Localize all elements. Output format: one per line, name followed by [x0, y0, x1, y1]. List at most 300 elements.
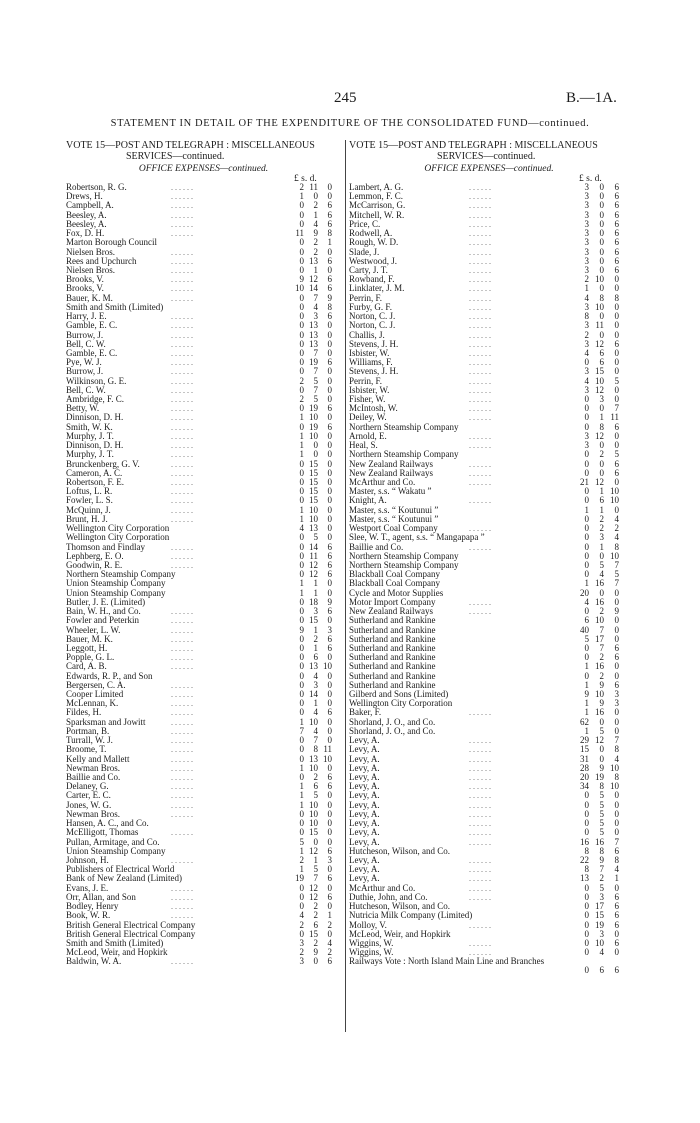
payee-name: Evans, J. E.	[66, 882, 109, 893]
pence-value: 6	[614, 642, 619, 653]
shillings-value: 10	[595, 689, 604, 700]
payee-name: Wiggins, W.	[349, 937, 394, 948]
pounds-value: 0	[299, 928, 304, 939]
document-reference: B.—1A.	[566, 90, 617, 106]
pence-value: 10	[610, 550, 619, 561]
pence-value: 6	[327, 956, 332, 967]
pence-value: 6	[327, 891, 332, 902]
payee-name: Fowler, L. S.	[66, 495, 113, 506]
leader-dots: . . . . . .	[469, 496, 491, 506]
page-number: 245	[334, 90, 357, 106]
leader-dots: . . . . . .	[171, 643, 193, 653]
payee-name: Marton Borough Council	[66, 237, 157, 248]
shillings-value: 16	[595, 596, 604, 607]
shillings-value: 5	[599, 808, 604, 819]
shillings-value: 2	[313, 937, 318, 948]
pence-value: 6	[614, 338, 619, 349]
pence-value: 11	[610, 412, 619, 423]
shillings-value: 2	[599, 873, 604, 884]
pounds-value: 1	[299, 504, 304, 515]
payee-name: Gilberd and Sons (Limited)	[349, 689, 449, 700]
shillings-value: 8	[599, 421, 604, 432]
pence-value: 0	[327, 329, 332, 340]
payee-name: Sutherland and Rankine	[349, 615, 436, 626]
shillings-value: 13	[309, 661, 318, 672]
leader-dots: . . . . . .	[469, 597, 491, 607]
payee-name: Burrow, J.	[66, 366, 104, 377]
pounds-value: 10	[295, 283, 304, 294]
pounds-value: 0	[299, 532, 304, 543]
leader-dots: . . . . . .	[469, 791, 491, 801]
leader-dots: . . . . . .	[171, 717, 193, 727]
pounds-value: 0	[299, 891, 304, 902]
shillings-value: 0	[599, 283, 604, 294]
shillings-value: 0	[599, 440, 604, 451]
pounds-value: 1	[584, 661, 589, 672]
pounds-value: 0	[584, 652, 589, 663]
pence-value: 5	[614, 569, 619, 580]
pounds-value: 3	[299, 937, 304, 948]
pence-value: 6	[327, 633, 332, 644]
shillings-value: 12	[309, 274, 318, 285]
shillings-value: 0	[313, 956, 318, 967]
pounds-value: 1	[299, 430, 304, 441]
leader-dots: . . . . . .	[171, 422, 193, 432]
leader-dots: . . . . . .	[171, 265, 193, 275]
pence-value: 0	[327, 486, 332, 497]
shillings-value: 0	[313, 440, 318, 451]
pence-value: 0	[614, 808, 619, 819]
pounds-value: 31	[580, 753, 589, 764]
pence-value: 6	[614, 209, 619, 220]
pence-value: 8	[614, 772, 619, 782]
payee-name: Duthie, John, and Co.	[349, 891, 428, 902]
pounds-value: 1	[299, 781, 304, 792]
shillings-value: 3	[313, 311, 318, 322]
leader-dots: . . . . . .	[171, 468, 193, 478]
pounds-value: 3	[584, 255, 589, 266]
pounds-value: 8	[584, 311, 589, 322]
leader-dots: . . . . . .	[469, 828, 491, 838]
shillings-value: 5	[313, 532, 318, 543]
leader-dots: . . . . . .	[469, 210, 491, 220]
shillings-value: 10	[595, 937, 604, 948]
payee-name: Dinnison, D. H.	[66, 412, 124, 423]
pence-value: 6	[327, 255, 332, 266]
shillings-value: 3	[313, 606, 318, 617]
shillings-value: 17	[595, 633, 604, 644]
pence-value: 7	[614, 559, 619, 570]
pounds-value: 0	[584, 357, 589, 368]
pence-value: 0	[614, 440, 619, 451]
pence-value: 0	[327, 523, 332, 534]
pounds-value: 3	[584, 191, 589, 202]
pence-value: 0	[327, 679, 332, 690]
payee-name: Beesley, A.	[66, 209, 107, 220]
shillings-value: 2	[313, 237, 318, 248]
payee-name: Wellington City Corporation	[66, 523, 170, 534]
pence-value: 0	[327, 615, 332, 626]
payee-name: Mitchell, W. R.	[349, 209, 405, 220]
pounds-value: 1	[299, 440, 304, 451]
right-vote-line1: VOTE 15—POST AND TELEGRAPH : MISCELLANEOUS	[349, 140, 598, 151]
pence-value: 6	[614, 919, 619, 930]
payee-name: New Zealand Railways	[349, 458, 433, 469]
payee-name: Brooks, V.	[66, 274, 104, 285]
payee-name: Levy, A.	[349, 790, 380, 801]
shillings-value: 1	[313, 642, 318, 653]
payee-name: Sutherland and Rankine	[349, 679, 436, 690]
pence-value: 0	[327, 246, 332, 257]
pounds-value: 4	[584, 292, 589, 303]
leader-dots: . . . . . .	[171, 229, 193, 239]
leader-dots: . . . . . .	[171, 487, 193, 497]
pounds-value: 0	[299, 753, 304, 764]
shillings-value: 1	[313, 587, 318, 598]
payee-name: Levy, A.	[349, 799, 380, 810]
pence-value: 0	[327, 458, 332, 469]
pence-value: 0	[327, 264, 332, 275]
leader-dots: . . . . . .	[171, 450, 193, 460]
pounds-value: 3	[584, 430, 589, 441]
shillings-value: 1	[313, 209, 318, 220]
shillings-value: 0	[599, 228, 604, 239]
payee-name: McCarrison, G.	[349, 200, 406, 211]
pounds-value: 0	[584, 947, 589, 958]
pence-value: 10	[323, 753, 332, 764]
pounds-value: 9	[584, 689, 589, 700]
leader-dots: . . . . . .	[469, 607, 491, 617]
payee-name: Smith and Smith (Limited)	[66, 301, 164, 312]
payee-name: British General Electrical Company	[66, 919, 196, 930]
pence-value: 0	[327, 698, 332, 709]
pence-value: 6	[327, 606, 332, 617]
pence-value: 8	[614, 541, 619, 552]
pence-value: 2	[327, 919, 332, 930]
pence-value: 0	[614, 587, 619, 598]
payee-name: Kelly and Mallett	[66, 753, 130, 764]
pence-value: 8	[327, 301, 332, 312]
pence-value: 0	[614, 384, 619, 395]
payee-name: Wiggins, W.	[349, 947, 394, 958]
leader-dots: . . . . . .	[171, 496, 193, 506]
leader-dots: . . . . . .	[171, 607, 193, 617]
pence-value: 0	[614, 329, 619, 340]
pence-value: 7	[614, 403, 619, 414]
leader-dots: . . . . . .	[469, 275, 491, 285]
leader-dots: . . . . . .	[171, 690, 193, 700]
leader-dots: . . . . . .	[171, 330, 193, 340]
leader-dots: . . . . . .	[171, 662, 193, 672]
pounds-value: 0	[299, 237, 304, 248]
leader-dots: . . . . . .	[171, 782, 193, 792]
payee-name: Orr, Allan, and Son	[66, 891, 136, 902]
payee-name: Cycle and Motor Supplies	[349, 587, 444, 598]
shillings-value: 18	[309, 596, 318, 607]
pence-value: 1	[327, 910, 332, 921]
payee-name: Pye, W. J.	[66, 357, 102, 368]
payee-name: Cameron, A. C.	[66, 467, 123, 478]
pounds-value: 3	[584, 320, 589, 331]
pounds-value: 0	[584, 532, 589, 543]
shillings-value: 11	[595, 320, 604, 331]
leader-dots: . . . . . .	[469, 855, 491, 865]
shillings-value: 12	[595, 430, 604, 441]
leader-dots: . . . . . .	[469, 892, 491, 902]
pence-value: 0	[327, 818, 332, 829]
payee-name: Molloy, V.	[349, 919, 387, 930]
payee-name: Norton, C. J.	[349, 311, 396, 322]
shillings-value: 1	[313, 264, 318, 275]
payee-name: Publishers of Electrical World	[66, 864, 175, 875]
pence-value: 6	[614, 228, 619, 239]
pounds-value: 0	[299, 606, 304, 617]
payee-name: McElligott, Thomas	[66, 827, 139, 838]
pence-value: 6	[327, 707, 332, 718]
payee-name: Knight, A.	[349, 495, 387, 506]
shillings-value: 6	[599, 495, 604, 506]
pence-value: 0	[614, 301, 619, 312]
leader-dots: . . . . . .	[171, 745, 193, 755]
payee-name: Master, s.s. “ Wakatu ”	[349, 486, 432, 497]
pence-value: 6	[327, 541, 332, 552]
leader-dots: . . . . . .	[469, 920, 491, 930]
payee-name: Betty, W.	[66, 403, 100, 414]
pounds-value: 0	[584, 670, 589, 681]
payee-name: Levy, A.	[349, 753, 380, 764]
pounds-value: 0	[299, 882, 304, 893]
leader-dots: . . . . . .	[469, 348, 491, 358]
payee-name: Nielsen Bros.	[66, 264, 115, 275]
payee-name: Thomson and Findlay	[66, 541, 145, 552]
payee-name: Goodwin, R. E.	[66, 559, 123, 570]
payee-name: Broome, T.	[66, 744, 107, 755]
shillings-value: 7	[313, 735, 318, 746]
leader-dots: . . . . . .	[171, 892, 193, 902]
pounds-value: 0	[584, 486, 589, 497]
leader-dots: . . . . . .	[469, 883, 491, 893]
payee-name: Levy, A.	[349, 772, 380, 782]
shillings-value: 0	[599, 218, 604, 229]
leader-dots: . . . . . .	[171, 376, 193, 386]
pounds-value: 0	[299, 477, 304, 487]
shillings-value: 2	[599, 513, 604, 524]
payee-name: Loftus, L. R.	[66, 486, 113, 497]
pence-value: 6	[614, 910, 619, 921]
left-column	[66, 140, 341, 967]
leader-dots: . . . . . .	[469, 330, 491, 340]
pounds-value: 1	[584, 698, 589, 709]
pence-value: 0	[614, 394, 619, 405]
pence-value: 0	[614, 882, 619, 893]
pence-value: 8	[614, 744, 619, 755]
pounds-value: 0	[299, 384, 304, 395]
leader-dots: . . . . . .	[469, 385, 491, 395]
payee-name: Levy, A.	[349, 873, 380, 884]
pounds-value: 1	[299, 845, 304, 856]
pounds-value: 0	[584, 910, 589, 921]
shillings-value: 13	[309, 523, 318, 534]
shillings-value: 6	[599, 965, 604, 976]
shillings-value: 0	[599, 182, 604, 192]
pence-value: 2	[614, 523, 619, 534]
shillings-value: 5	[599, 827, 604, 838]
payee-name: Blackball Coal Company	[349, 578, 440, 589]
leader-dots: . . . . . .	[171, 210, 193, 220]
payee-name: Wilkinson, G. E.	[66, 375, 127, 386]
pounds-value: 3	[584, 366, 589, 377]
pounds-value: 0	[299, 541, 304, 552]
shillings-value: 9	[599, 679, 604, 690]
payee-name: McLeod, Weir, and Hopkirk	[66, 947, 168, 958]
shillings-value: 0	[599, 550, 604, 561]
pounds-value: 1	[584, 578, 589, 589]
pence-value: 6	[614, 652, 619, 663]
pence-value: 10	[610, 781, 619, 792]
shillings-value: 1	[599, 541, 604, 552]
pence-value: 4	[614, 532, 619, 543]
pence-value: 4	[614, 864, 619, 875]
pounds-value: 0	[584, 449, 589, 460]
leader-dots: . . . . . .	[171, 247, 193, 257]
pounds-value: 1	[584, 504, 589, 515]
payee-name: Carty, J. T.	[349, 264, 388, 275]
payee-name: Motor Import Company	[349, 596, 436, 607]
shillings-value: 0	[599, 753, 604, 764]
pence-value: 4	[327, 937, 332, 948]
pounds-value: 0	[584, 569, 589, 580]
shillings-value: 4	[313, 670, 318, 681]
leader-dots: . . . . . .	[469, 478, 491, 487]
pounds-value: 0	[299, 679, 304, 690]
pounds-value: 1	[584, 725, 589, 736]
shillings-value: 0	[313, 836, 318, 847]
pounds-value: 0	[299, 366, 304, 377]
expense-row	[66, 957, 341, 966]
pence-value: 0	[327, 799, 332, 810]
payee-name: Johnson, H.	[66, 854, 109, 865]
payee-name: Bauer, M. K.	[66, 633, 113, 644]
payee-name: Brunt, H. J.	[66, 513, 108, 524]
pence-value: 0	[327, 182, 332, 192]
pence-value: 0	[327, 882, 332, 893]
shillings-value: 6	[313, 652, 318, 663]
shillings-value: 5	[599, 882, 604, 893]
payee-name: Levy, A.	[349, 762, 380, 773]
payee-name: Deiley, W.	[349, 412, 387, 423]
pounds-value: 0	[299, 301, 304, 312]
leader-dots: . . . . . .	[171, 902, 193, 912]
leader-dots: . . . . . .	[171, 616, 193, 626]
pence-value: 6	[614, 679, 619, 690]
payee-name: Smith, W. K.	[66, 421, 113, 432]
leader-dots: . . . . . .	[469, 524, 491, 534]
leader-dots: . . . . . .	[171, 855, 193, 865]
shillings-value: 0	[599, 209, 604, 220]
pounds-value: 2	[299, 854, 304, 865]
payee-name: Newman Bros.	[66, 762, 120, 773]
pounds-value: 21	[580, 477, 589, 487]
shillings-value: 16	[595, 578, 604, 589]
shillings-value: 2	[313, 633, 318, 644]
payee-name: Heal, S.	[349, 440, 378, 451]
pence-value: 6	[327, 311, 332, 322]
payee-name: Williams, F.	[349, 357, 393, 368]
pence-value: 0	[327, 928, 332, 939]
leader-dots: . . . . . .	[171, 201, 193, 211]
pence-value: 6	[614, 467, 619, 478]
pounds-value: 0	[584, 606, 589, 617]
pounds-value: 2	[299, 375, 304, 386]
pence-value: 0	[614, 661, 619, 672]
leader-dots: . . . . . .	[469, 948, 491, 958]
leader-dots: . . . . . .	[469, 754, 491, 764]
shillings-value: 7	[313, 873, 318, 884]
pounds-value: 3	[584, 301, 589, 312]
leader-dots: . . . . . .	[469, 312, 491, 322]
leader-dots: . . . . . .	[171, 791, 193, 801]
pounds-value: 20	[580, 772, 589, 782]
pounds-value: 0	[299, 200, 304, 211]
leader-dots: . . . . . .	[469, 404, 491, 414]
shillings-value: 15	[309, 928, 318, 939]
leader-dots: . . . . . .	[469, 395, 491, 405]
shillings-value: 12	[595, 735, 604, 746]
payee-name: McLennan, K.	[66, 698, 119, 709]
pounds-value: 1	[299, 864, 304, 875]
payee-name: Turrall, W. J.	[66, 735, 113, 746]
payee-name: Card, A. B.	[66, 661, 107, 672]
leader-dots: . . . . . .	[469, 809, 491, 819]
leader-dots: . . . . . .	[171, 431, 193, 441]
pounds-value: 0	[584, 523, 589, 534]
pounds-value: 1	[299, 762, 304, 773]
payee-name: Fox, D. H.	[66, 228, 105, 239]
shillings-value: 0	[599, 716, 604, 727]
shillings-value: 15	[595, 910, 604, 921]
pence-value: 0	[327, 338, 332, 349]
leader-dots: . . . . . .	[171, 478, 193, 487]
shillings-value: 6	[313, 781, 318, 792]
payee-name: Northern Steamship Company	[349, 559, 459, 570]
pounds-value: 2	[584, 329, 589, 340]
shillings-value: 0	[599, 255, 604, 266]
leader-dots: . . . . . .	[171, 800, 193, 810]
shillings-value: 0	[599, 744, 604, 755]
shillings-value: 0	[599, 587, 604, 598]
shillings-value: 19	[309, 403, 318, 414]
pounds-value: 2	[299, 182, 304, 192]
leader-dots: . . . . . .	[171, 957, 193, 967]
payee-name: Arnold, E.	[349, 430, 387, 441]
pence-value: 0	[614, 725, 619, 736]
pounds-value: 15	[580, 744, 589, 755]
payee-name: Wellington City Corporation	[349, 698, 453, 709]
pence-value: 6	[327, 781, 332, 792]
pounds-value: 0	[584, 513, 589, 524]
payee-name: New Zealand Railways	[349, 467, 433, 478]
shillings-value: 4	[313, 301, 318, 312]
payee-name: Brunckenberg, G. V.	[66, 458, 140, 469]
pounds-value: 0	[584, 412, 589, 423]
pence-value: 0	[327, 689, 332, 700]
pounds-value: 1	[584, 707, 589, 718]
pounds-value: 0	[584, 928, 589, 939]
pence-value: 6	[614, 965, 619, 976]
leader-dots: . . . . . .	[469, 819, 491, 829]
shillings-value: 7	[599, 642, 604, 653]
pounds-value: 1	[299, 449, 304, 460]
